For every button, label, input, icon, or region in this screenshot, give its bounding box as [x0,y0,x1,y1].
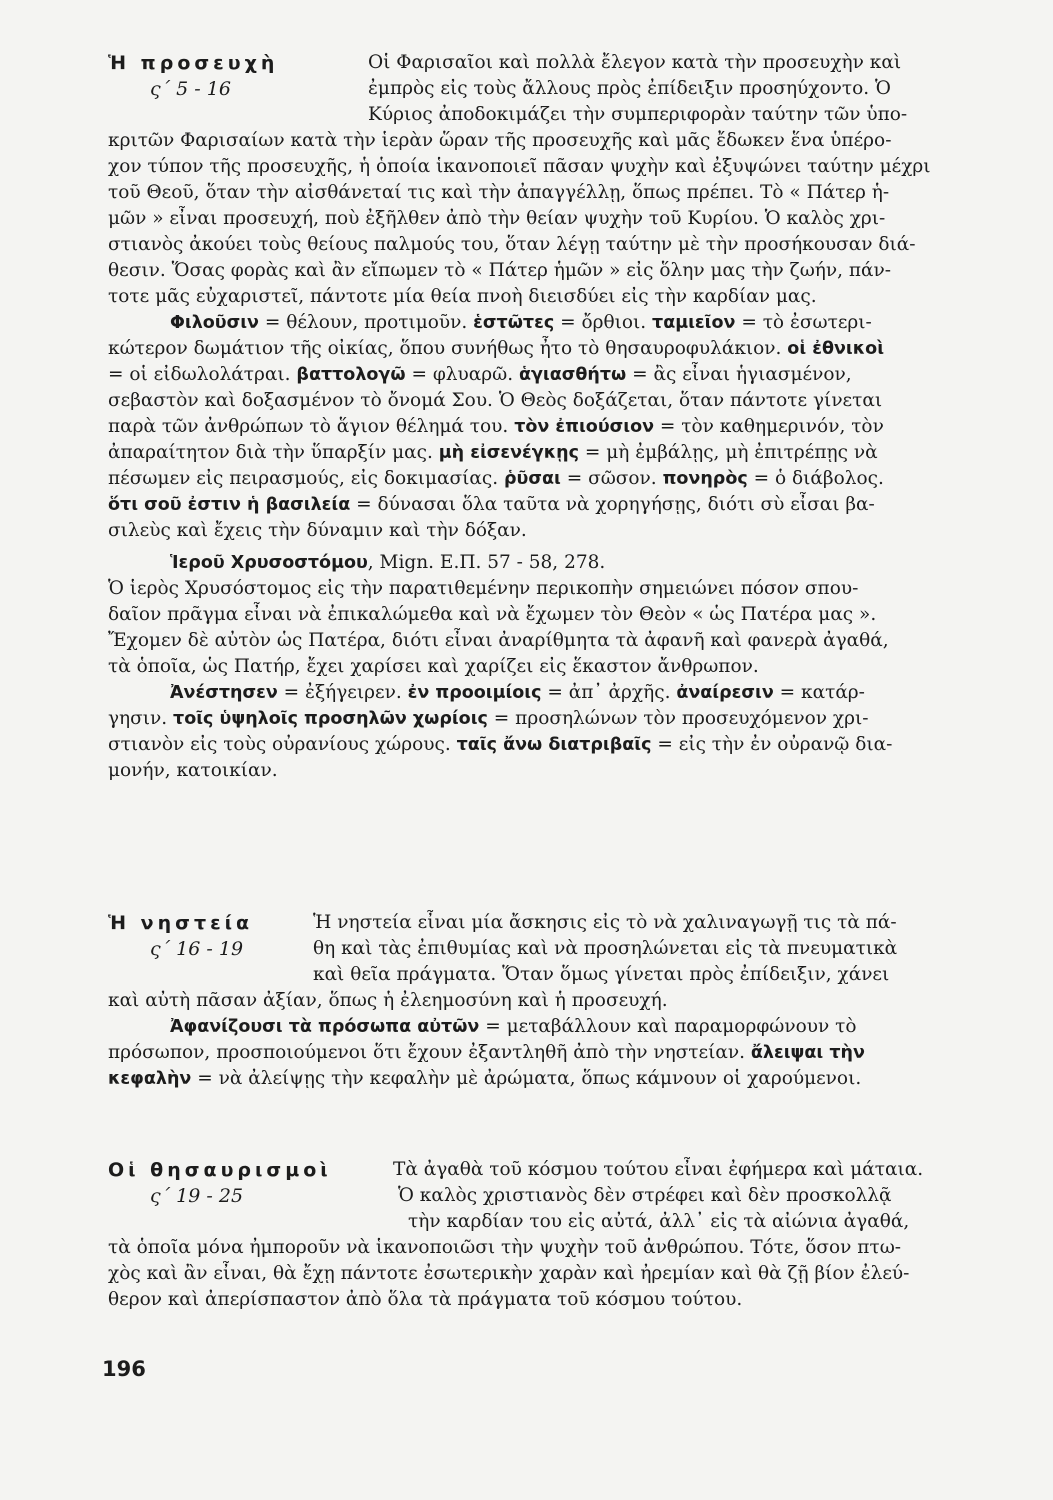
text-line: καὶ αὐτὴ πᾶσαν ἀξίαν, ὅπως ἡ ἐλεημοσύνη καὶ ἡ προσευχή. [108,990,668,1011]
glossary-def: πρόσωπον, προσποιούμενοι ὅτι ἔχουν ἐξαντληθῆ ἀπὸ τὴν νηστείαν. [108,1042,751,1063]
glossary-def: στιανὸν εἰς τοὺς οὐρανίους χώρους. [108,734,457,755]
glossary-term: ῥῦσαι [503,469,561,489]
glossary-term: βαττολογῶ [296,365,406,385]
glossary-def: κώτερον δωμάτιον τῆς οἰκίας, ὅπου συνήθως ἦτο τὸ θησαυροφυλάκιον. [108,338,788,359]
glossary-def: ἀπαραίτητον διὰ τὴν ὕπαρξίν μας. [108,442,439,463]
text-line: θη καὶ τὰς ἐπιθυμίας καὶ νὰ προσηλώνεται εἰς τὰ πνευματικὰ [313,938,898,959]
glossary-def: = κατάρ- [773,682,865,703]
glossary-line [108,1040,978,1066]
text-line: τοῦ Θεοῦ, ὅταν τὴν αἰσθάνεταί τις καὶ τὴν ἀπαγγέλλῃ, ὅπως πρέπει. Τὸ « Πάτερ ἡ- [108,182,890,203]
glossary-line [108,466,978,492]
text-line: Ἡ νηστεία εἶναι μία ἄσκησις εἰς τὸ νὰ χαλιναγωγῇ τις τὰ πά- [313,912,897,933]
glossary-term: ἀναίρεσιν [676,683,774,703]
glossary-def: = τὸ ἐσωτερι- [735,312,872,333]
glossary-line [108,680,978,706]
glossary-line [108,336,978,362]
glossary-term: κεφαλὴν [108,1069,192,1089]
page-number: 196 [102,1357,146,1381]
glossary-def: = μὴ ἐμβάλῃς, μὴ ἐπιτρέπῃς νὰ [579,442,878,463]
glossary-term: ἁγιασθήτω [518,365,627,385]
glossary-def: = ὁ διάβολος. [747,468,884,489]
glossary-def: πέσωμεν εἰς πειρασμούς, εἰς δοκιμασίας. [108,468,504,489]
glossary-term: ἐν προοιμίοις [407,683,542,703]
citation-author: Ἱεροῦ Χρυσοστόμου [170,553,368,573]
section-heading [108,910,368,962]
glossary-line [108,310,978,336]
glossary-term: οἱ ἐθνικοὶ [787,339,885,359]
glossary-def: = εἰς τὴν ἐν οὐρανῷ δια- [651,734,893,755]
section-treasures [108,1157,978,1313]
glossary-line [108,1066,978,1092]
section-fasting [108,910,978,1092]
glossary-line: σεβαστὸν καὶ δοξασμένον τὸ ὄνομά Σου. Ὁ Θεὸς δοξάζεται, ὅταν πάντοτε γίνεται [108,390,883,411]
glossary-line [108,414,978,440]
glossary-line [108,1014,978,1040]
glossary-line [108,440,978,466]
glossary-line [108,706,978,732]
citation-line [108,550,978,576]
glossary-def: = τὸν καθημερινόν, τὸν [654,416,884,437]
section-title: Ἡ νηστεία [108,912,254,934]
glossary-line: μονήν, κατοικίαν. [108,760,278,781]
text-line: Ὁ ἱερὸς Χρυσόστομος εἰς τὴν παρατιθεμένην περικοπὴν σημειώνει πόσον σπου- [108,578,859,599]
text-line: τοτε μᾶς εὐχαριστεῖ, πάντοτε μία θεία πνοὴ διεισδύει εἰς τὴν καρδίαν μας. [108,286,817,307]
glossary-term: ταῖς ἄνω διατριβαῖς [456,735,652,755]
text-line: Ὁ καλὸς χριστιανὸς δὲν στρέφει καὶ δὲν προσκολλᾷ [398,1185,892,1206]
glossary-line: σιλεὺς καὶ ἔχεις τὴν δύναμιν καὶ τὴν δόξαν. [108,520,527,541]
glossary-term: τοῖς ὑψηλοῖς προσηλῶν χωρίοις [173,709,488,729]
text-line: τὰ ὁποῖα μόνα ἠμποροῦν νὰ ἱκανοποιῶσι τὴν ψυχὴν τοῦ ἀνθρώπου. Τότε, ὅσον πτω- [108,1237,902,1258]
glossary-def: παρὰ τῶν ἀνθρώπων τὸ ἅγιον θέλημά του. [108,416,515,437]
glossary-def: = ἐξήγειρεν. [277,682,408,703]
glossary-def: = ἂς εἶναι ἡγιασμένον, [626,364,852,385]
glossary-def: = προσηλώνων τὸν προσευχόμενον χρι- [487,708,869,729]
section-heading [108,50,368,102]
text-line: χὸς καὶ ἂν εἶναι, θὰ ἔχῃ πάντοτε ἐσωτερικὴν χαρὰν καὶ ἠρεμίαν καὶ θὰ ζῇ βίον ἐλεύ- [108,1263,910,1284]
glossary-def: = σῶσον. [560,468,663,489]
text-line: Τὰ ἀγαθὰ τοῦ κόσμου τούτου εἶναι ἐφήμερα καὶ μάταια. [393,1159,924,1180]
glossary-line [108,362,978,388]
glossary-term: Ἀφανίζουσι τὰ πρόσωπα αὐτῶν [170,1017,480,1037]
text-line: τὰ ὁποῖα, ὡς Πατήρ, ἔχει χαρίσει καὶ χαρίζει εἰς ἕκαστον ἄνθρωπον. [108,656,759,677]
section-prayer [108,50,978,784]
section-title: Ἡ προσευχὴ [108,52,279,74]
glossary-term: Ἀνέστησεν [170,683,278,703]
text-line: μῶν » εἶναι προσευχή, ποὺ ἐξῆλθεν ἀπὸ τὴν θείαν ψυχὴν τοῦ Κυρίου. Ὁ καλὸς χρι- [108,208,886,229]
glossary-term: Φιλοῦσιν [170,313,259,333]
glossary-term: ὅτι σοῦ ἐστιν ἡ βασιλεία [108,495,351,515]
text-line: θερον καὶ ἀπερίσπαστον ἀπὸ ὅλα τὰ πράγματα τοῦ κόσμου τούτου. [108,1289,743,1310]
text-line: Ἔχομεν δὲ αὐτὸν ὡς Πατέρα, διότι εἶναι ἀναρίθμητα τὰ ἀφανῆ καὶ φανερὰ ἀγαθά, [108,630,889,651]
section-reference: ς΄ 19 - 25 [150,1185,244,1207]
section-title: Οἱ θησαυρισμοὶ [108,1159,332,1181]
text-line: κριτῶν Φαρισαίων κατὰ τὴν ἱερὰν ὥραν τῆς προσευχῆς καὶ μᾶς ἔδωκεν ἕνα ὑπέρο- [108,130,892,151]
glossary-term: τὸν ἐπιούσιον [514,417,655,437]
glossary-def: = δύνασαι ὅλα ταῦτα νὰ χορηγήσῃς, διότι σὺ εἶσαι βα- [350,494,875,515]
section-reference: ς΄ 16 - 19 [150,938,244,960]
text-line: καὶ θεῖα πράγματα. Ὅταν ὅμως γίνεται πρὸς ἐπίδειξιν, χάνει [313,964,890,985]
glossary-term: ἑστῶτες [473,313,555,333]
glossary-def: γησιν. [108,708,174,729]
text-line: Οἱ Φαρισαῖοι καὶ πολλὰ ἔλεγον κατὰ τὴν προσευχὴν καὶ [368,52,902,73]
glossary-line [108,492,978,518]
section-heading [108,1157,368,1209]
glossary-def: = θέλουν, προτιμοῦν. [258,312,474,333]
glossary-def: = ὄρθιοι. [554,312,653,333]
glossary-def: = μεταβάλλουν καὶ παραμορφώνουν τὸ [479,1016,857,1037]
glossary-term: πονηρὸς [662,469,748,489]
glossary-term: ταμιεῖον [652,313,736,333]
glossary-term: μὴ εἰσενέγκῃς [438,443,579,463]
text-line: Κύριος ἀποδοκιμάζει τὴν συμπεριφορὰν ταύτην τῶν ὑπο- [368,104,908,125]
glossary-def: = ἀπ᾽ ἀρχῆς. [541,682,677,703]
glossary-def: = φλυαρῶ. [405,364,519,385]
section-reference: ς΄ 5 - 16 [150,78,231,100]
citation-source: , Mign. Ε.Π. 57 - 58, 278. [367,552,606,573]
text-line: στιανὸς ἀκούει τοὺς θείους παλμούς του, ὅταν λέγῃ ταύτην μὲ τὴν προσήκουσαν διά- [108,234,916,255]
glossary-term: ἄλειψαι τὴν [750,1043,865,1063]
text-line: τὴν καρδίαν του εἰς αὐτά, ἀλλ᾽ εἰς τὰ αἰώνια ἀγαθά, [408,1211,910,1232]
text-line: θεσιν. Ὅσας φορὰς καὶ ἂν εἴπωμεν τὸ « Πάτερ ἡμῶν » εἰς ὅλην μας τὴν ζωήν, πάν- [108,260,892,281]
glossary-def: = οἱ εἰδωλολάτραι. [108,364,297,385]
glossary-line [108,732,978,758]
text-line: δαῖον πρᾶγμα εἶναι νὰ ἐπικαλώμεθα καὶ νὰ ἔχωμεν τὸν Θεὸν « ὡς Πατέρα μας ». [108,604,877,625]
text-line: χον τύπον τῆς προσευχῆς, ἡ ὁποία ἱκανοποιεῖ πᾶσαν ψυχὴν καὶ ἐξυψώνει ταύτην μέχρι [108,156,931,177]
text-line: ἐμπρὸς εἰς τοὺς ἄλλους πρὸς ἐπίδειξιν προσηύχοντο. Ὁ [368,78,891,99]
glossary-def: = νὰ ἀλείψῃς τὴν κεφαλὴν μὲ ἀρώματα, ὅπως κάμνουν οἱ χαρούμενοι. [191,1068,862,1089]
